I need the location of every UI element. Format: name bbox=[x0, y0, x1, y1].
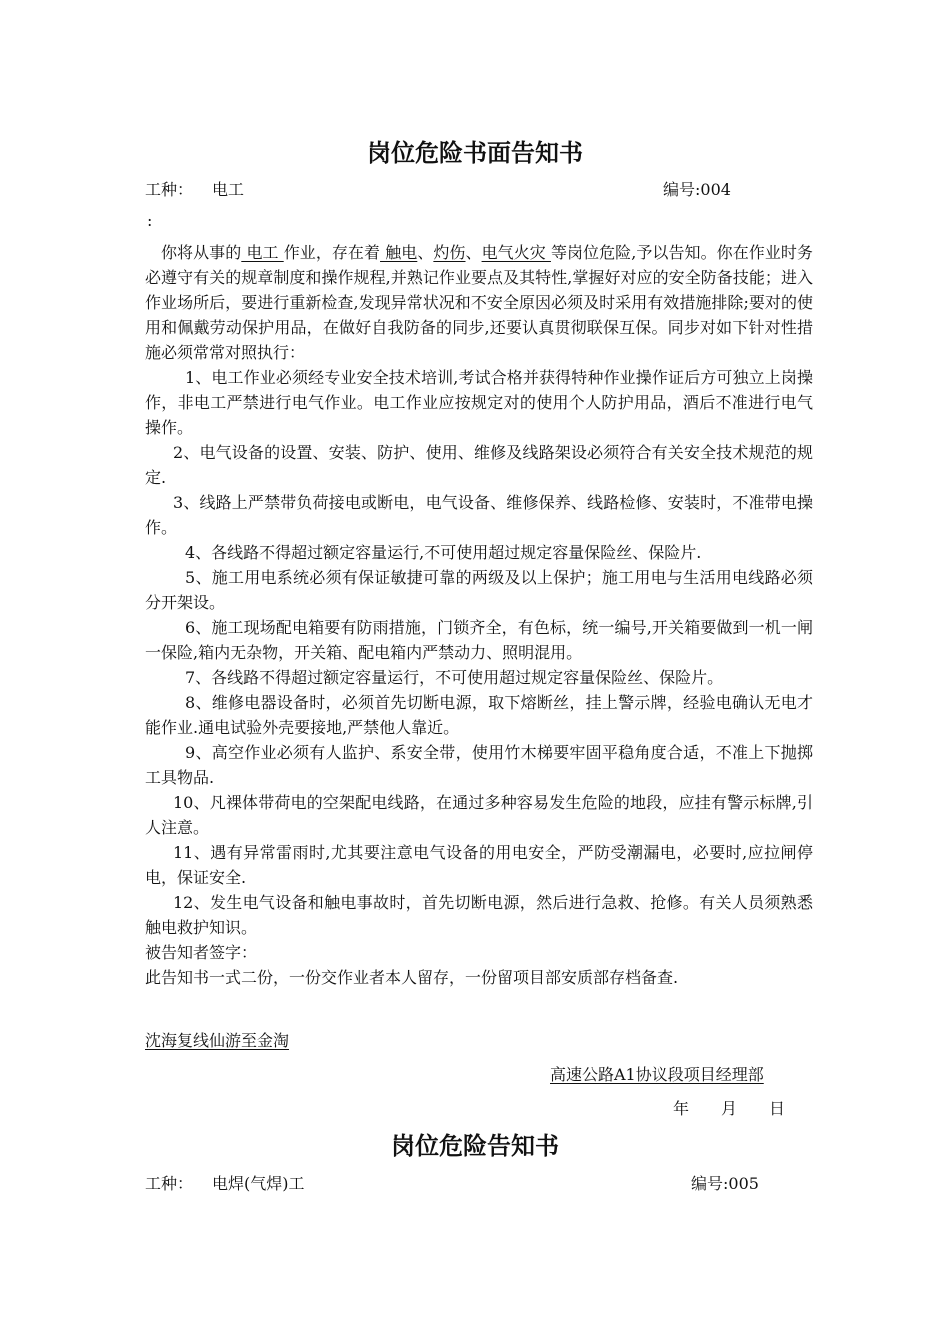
hazard-burn: 灼伤 bbox=[433, 243, 466, 262]
hazard-electric-shock: 触电 bbox=[380, 243, 418, 262]
hazard-separator: 、 bbox=[417, 243, 434, 262]
notice-title: 岗位危险书面告知书 bbox=[367, 139, 583, 167]
rule-item: 1、电工作业必须经专业安全技术培训,考试合格并获得特种作业操作证后方可独立上岗操作，非电工严禁进行电气作业。电工作业应按规定对的使用个人防护用品，酒后不准进行电气操作。 bbox=[145, 368, 813, 437]
rule-item: 9、高空作业必须有人监护、系安全带，使用竹木梯要牢固平稳角度合适，不准上下抛掷工具物品. bbox=[145, 743, 813, 787]
notice-body bbox=[145, 240, 813, 990]
notice-title-2: 岗位危险告知书 bbox=[391, 1132, 559, 1160]
rule-item: 5、施工用电系统必须有保证敏捷可靠的两级及以上保护；施工用电与生活用电线路必须分开架设。 bbox=[145, 568, 813, 612]
document-number-2: 编号:005 bbox=[691, 1174, 759, 1193]
job-name: 电工 bbox=[241, 243, 284, 262]
rule-item: 12、发生电气设备和触电事故时，首先切断电源，然后进行急救、抢修。有关人员须熟悉触电救护知识。 bbox=[145, 893, 813, 937]
intro-text-c: 等岗位危险,予以告知。你在作业时务必遵守有关的规章制度和操作规程,并熟记作业要点及其特性,掌握好对应的安全防备技能；进入作业场所后，要进行重新检查,发现异常状况和不安全原因必须及时采用有效措施排除;要对的使用和佩戴劳动保护用品，在做好自我防备的同步,还要认真贯彻联保互保。同步对如下针对性措施必须常常对照执行： bbox=[145, 243, 813, 362]
rule-item: 8、维修电器设备时，必须首先切断电源，取下熔断丝，挂上警示牌，经验电确认无电才能作业.通电试验外壳要接地,严禁他人靠近。 bbox=[145, 693, 813, 737]
department-name-text: 高速公路A1协议段项目经理部 bbox=[550, 1065, 764, 1084]
rule-item: 3、线路上严禁带负荷接电或断电，电气设备、维修保养、线路检修、安装时，不准带电操作。 bbox=[145, 493, 813, 537]
rule-item: 11、遇有异常雷雨时,尤其要注意电气设备的用电安全，严防受潮漏电，必要时,应拉闸停电，保证安全. bbox=[145, 843, 813, 887]
work-type-value: 电工 bbox=[212, 180, 245, 199]
copies-note: 此告知书一式二份，一份交作业者本人留存，一份留项目部安质部存档备查. bbox=[145, 968, 679, 987]
stray-colon: : bbox=[147, 211, 153, 230]
rule-item: 4、各线路不得超过额定容量运行,不可使用超过规定容量保险丝、保险片. bbox=[185, 543, 702, 562]
document-number: 编号:004 bbox=[663, 180, 731, 199]
hazard-electrical-fire: 电气火灾 bbox=[481, 243, 551, 262]
signee-line: 被告知者签字： bbox=[145, 943, 258, 962]
rule-item: 10、凡裸体带荷电的空架配电线路，在通过多种容易发生危险的地段，应挂有警示标牌,引人注意。 bbox=[145, 793, 813, 837]
work-type-value-2: 电焊(气焊)工 bbox=[212, 1174, 305, 1193]
hazard-separator: 、 bbox=[465, 243, 482, 262]
rule-item: 6、施工现场配电箱要有防雨措施，门锁齐全，有色标，统一编号,开关箱要做到一机一闸一保险,箱内无杂物，开关箱、配电箱内严禁动力、照明混用。 bbox=[145, 618, 813, 662]
project-name bbox=[145, 1028, 289, 1051]
work-type-label-2: 工种： bbox=[145, 1174, 194, 1193]
work-type-label: 工种： bbox=[145, 180, 194, 199]
intro-paragraph bbox=[145, 240, 813, 365]
rule-item: 2、电气设备的设置、安装、防护、使用、维修及线路架设必须符合有关安全技术规范的规定. bbox=[145, 443, 813, 487]
project-name-text: 沈海复线仙游至金淘 bbox=[145, 1031, 290, 1050]
intro-text-b: 作业，存在着 bbox=[283, 243, 381, 262]
intro-text-a: 你将从事的 bbox=[161, 243, 242, 262]
rule-item: 7、各线路不得超过额定容量运行，不可使用超过规定容量保险丝、保险片。 bbox=[185, 668, 724, 687]
date-line: 年 月 日 bbox=[673, 1099, 786, 1118]
department-name bbox=[550, 1062, 764, 1085]
